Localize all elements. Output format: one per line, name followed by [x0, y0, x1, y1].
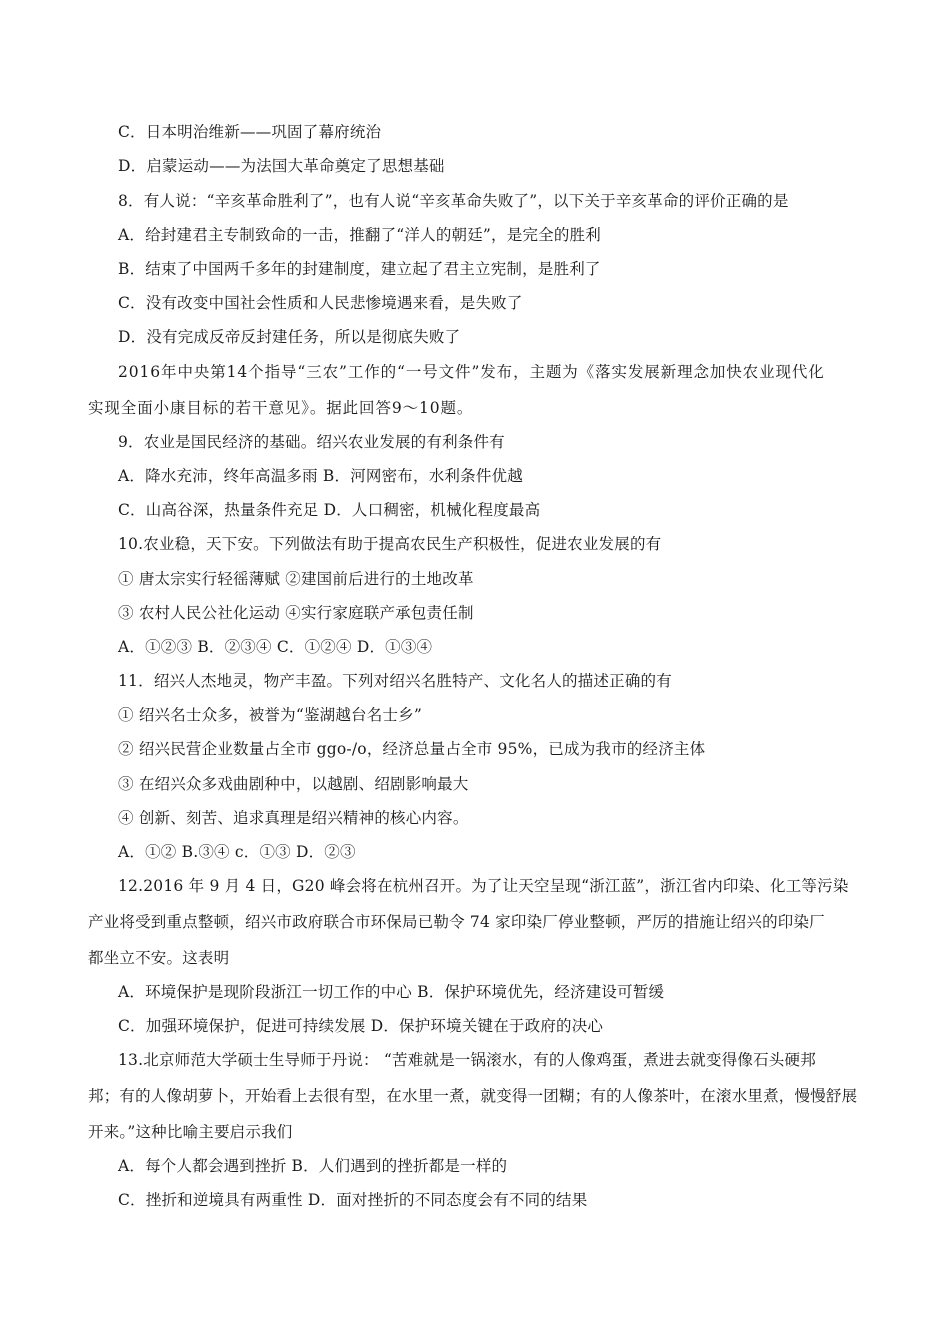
q13-options-ab: A．每个人都会遇到挫折 B．人们遇到的挫折都是一样的: [118, 1157, 508, 1175]
q12-options-cd: C．加强环境保护，促进可持续发展 D．保护环境关键在于政府的决心: [118, 1017, 604, 1035]
q9-options-cd: C．山高谷深，热量条件充足 D．人口稠密，机械化程度最高: [118, 501, 541, 519]
q11-options: A．①② B.③④ c．①③ D．②③: [118, 843, 356, 861]
q11-item-2: ② 绍兴民营企业数量占全市 ggo-/o，经济总量占全市 95%，已成为我市的经济主体: [118, 740, 706, 758]
question-8: 8．有人说：“辛亥革命胜利了”，也有人说“辛亥革命失败了”，以下关于辛亥革命的评价正确的是: [118, 192, 789, 210]
q10-items-34: ③ 农村人民公社化运动 ④实行家庭联产承包责任制: [118, 604, 474, 622]
material-intro-line2: 实现全面小康目标的若干意见》。据此回答9～10题。: [88, 399, 474, 417]
material-intro-line1: 2016年中央第14个指导“三农”工作的“一号文件”发布，主题为《落实发展新理念加快农业现代化: [118, 363, 825, 381]
option-d-enlightenment: D．启蒙运动——为法国大革命奠定了思想基础: [118, 157, 445, 175]
q8-option-d: D．没有完成反帝反封建任务，所以是彻底失败了: [118, 328, 461, 346]
q8-option-a: A．给封建君主专制致命的一击，推翻了“洋人的朝廷”，是完全的胜利: [118, 226, 601, 244]
question-12-line2: 产业将受到重点整顿，绍兴市政府联合市环保局已勒令 74 家印染厂停业整顿，严厉的措施让绍兴的印染厂: [88, 913, 825, 931]
q12-options-ab: A．环境保护是现阶段浙江一切工作的中心 B．保护环境优先，经济建设可暂缓: [118, 983, 665, 1001]
question-13-line3: 开来。”这种比喻主要启示我们: [88, 1123, 293, 1141]
question-12-line3: 都坐立不安。这表明: [88, 949, 230, 967]
question-9: 9．农业是国民经济的基础。绍兴农业发展的有利条件有: [118, 433, 505, 451]
question-13-line1: 13.北京师范大学硕士生导师于丹说： “苦难就是一锅滚水，有的人像鸡蛋，煮进去就变得像石头硬邦: [118, 1051, 816, 1069]
q8-option-b: B．结束了中国两千多年的封建制度，建立起了君主立宪制，是胜利了: [118, 260, 601, 278]
q11-item-4: ④ 创新、刻苦、追求真理是绍兴精神的核心内容。: [118, 809, 469, 827]
question-13-line2: 邦；有的人像胡萝卜，开始看上去很有型，在水里一煮，就变得一团糊；有的人像茶叶，在滚水里煮，慢慢舒展: [88, 1087, 858, 1105]
question-12-line1: 12.2016 年 9 月 4 日，G20 峰会将在杭州召开。为了让天空呈现“浙江蓝”，浙江省内印染、化工等污染: [118, 877, 849, 895]
q11-item-3: ③ 在绍兴众多戏曲剧种中，以越剧、绍剧影响最大: [118, 775, 469, 793]
q13-options-cd: C．挫折和逆境具有两重性 D．面对挫折的不同态度会有不同的结果: [118, 1191, 588, 1209]
q8-option-c: C．没有改变中国社会性质和人民悲惨境遇来看，是失败了: [118, 294, 523, 312]
q11-item-1: ① 绍兴名士众多，被誉为“鉴湖越台名士乡”: [118, 706, 422, 724]
option-c-meiji: C．日本明治维新——巩固了幕府统治: [118, 123, 382, 141]
q10-options: A．①②③ B．②③④ C．①②④ D．①③④: [118, 638, 433, 656]
q9-options-ab: A．降水充沛，终年高温多雨 B．河网密布，水利条件优越: [118, 467, 523, 485]
question-11: 11．绍兴人杰地灵，物产丰盈。下列对绍兴名胜特产、文化名人的描述正确的有: [118, 672, 672, 690]
q10-items-12: ① 唐太宗实行轻徭薄赋 ②建国前后进行的土地改革: [118, 570, 474, 588]
question-10: 10.农业稳，天下安。下列做法有助于提高农民生产积极性，促进农业发展的有: [118, 535, 662, 553]
